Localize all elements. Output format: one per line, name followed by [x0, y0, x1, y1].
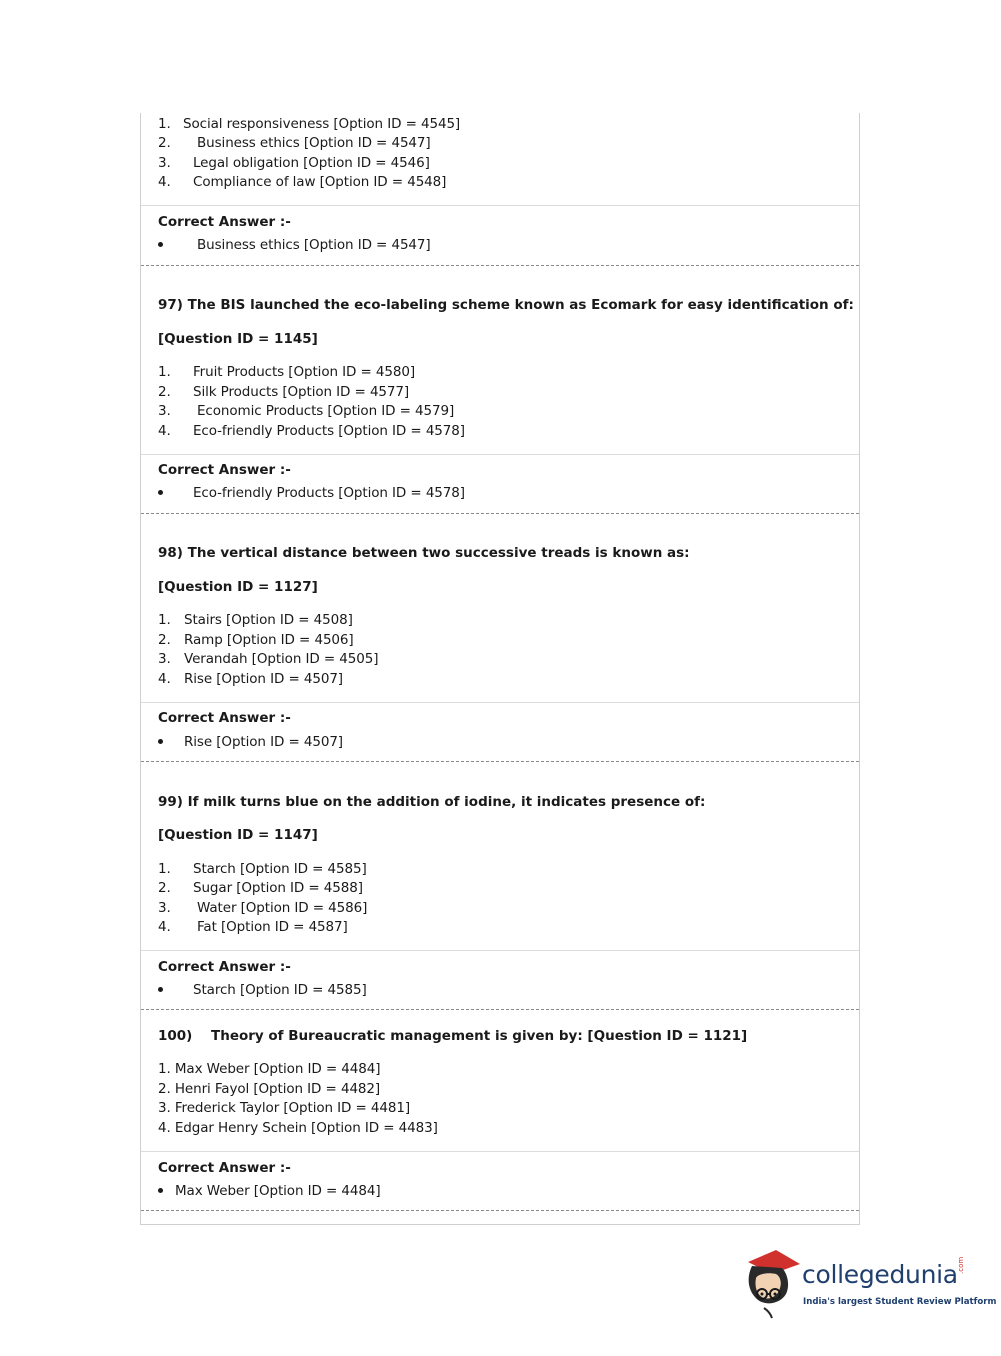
q99-question-id: [Question ID = 1147] [158, 827, 318, 843]
q96-option-1: 1. Social responsiveness [Option ID = 4545] [158, 116, 461, 132]
q100-title: 100) Theory of Bureaucratic management is given by: [Question ID = 1121] [158, 1028, 748, 1044]
brand-tagline: India's largest Student Review Platform [803, 1297, 997, 1307]
divider [141, 702, 859, 703]
q100-answer-label: Correct Answer :- [158, 1160, 291, 1176]
q98-option-2: 2. Ramp [Option ID = 4506] [158, 632, 354, 648]
question-separator [141, 761, 859, 762]
q96-answer: Business ethics [Option ID = 4547] [158, 237, 431, 253]
q98-option-3: 3. Verandah [Option ID = 4505] [158, 651, 379, 667]
q99-option-2: 2. Sugar [Option ID = 4588] [158, 880, 363, 896]
q97-option-1: 1. Fruit Products [Option ID = 4580] [158, 364, 416, 380]
q100-option-3: 3. Frederick Taylor [Option ID = 4481] [158, 1100, 411, 1116]
question-separator [141, 1210, 859, 1211]
q97-option-2: 2. Silk Products [Option ID = 4577] [158, 384, 410, 400]
divider [141, 205, 859, 206]
q100-option-4: 4. Edgar Henry Schein [Option ID = 4483] [158, 1120, 438, 1136]
bullet-icon [158, 490, 163, 495]
brand-name: collegedunia [802, 1260, 958, 1289]
q96-answer-label: Correct Answer :- [158, 214, 291, 230]
q100-option-2: 2. Henri Fayol [Option ID = 4482] [158, 1081, 381, 1097]
q98-title: 98) The vertical distance between two successive treads is known as: [158, 545, 690, 561]
divider [141, 950, 859, 951]
q97-title: 97) The BIS launched the eco-labeling scheme known as Ecomark for easy identification of: [158, 297, 854, 313]
question-separator [141, 513, 859, 514]
q99-option-3: 3. Water [Option ID = 4586] [158, 900, 368, 916]
q97-option-3: 3. Economic Products [Option ID = 4579] [158, 403, 455, 419]
brand-suffix: .com [957, 1256, 965, 1274]
bullet-icon [158, 1188, 163, 1193]
q96-option-4: 4. Compliance of law [Option ID = 4548] [158, 174, 447, 190]
q96-option-3: 3. Legal obligation [Option ID = 4546] [158, 155, 430, 171]
q99-option-1: 1. Starch [Option ID = 4585] [158, 861, 367, 877]
q100-answer: Max Weber [Option ID = 4484] [158, 1183, 381, 1199]
q97-answer-label: Correct Answer :- [158, 462, 291, 478]
q98-question-id: [Question ID = 1127] [158, 579, 318, 595]
q99-answer-label: Correct Answer :- [158, 959, 291, 975]
q98-answer-label: Correct Answer :- [158, 710, 291, 726]
bullet-icon [158, 242, 163, 247]
question-separator [141, 265, 859, 266]
q98-option-4: 4. Rise [Option ID = 4507] [158, 671, 343, 687]
q99-title: 99) If milk turns blue on the addition of iodine, it indicates presence of: [158, 794, 706, 810]
q96-option-2: 2. Business ethics [Option ID = 4547] [158, 135, 431, 151]
bullet-icon [158, 987, 163, 992]
bullet-icon [158, 739, 163, 744]
divider [141, 1151, 859, 1152]
q97-question-id: [Question ID = 1145] [158, 331, 318, 347]
q97-answer: Eco-friendly Products [Option ID = 4578] [158, 485, 465, 501]
q100-option-1: 1. Max Weber [Option ID = 4484] [158, 1061, 381, 1077]
q97-option-4: 4. Eco-friendly Products [Option ID = 4578] [158, 423, 465, 439]
divider [141, 454, 859, 455]
question-separator [141, 1009, 859, 1010]
question-paper [140, 113, 860, 1225]
q99-option-4: 4. Fat [Option ID = 4587] [158, 919, 348, 935]
q99-answer: Starch [Option ID = 4585] [158, 982, 367, 998]
q98-answer: Rise [Option ID = 4507] [158, 734, 343, 750]
q98-option-1: 1. Stairs [Option ID = 4508] [158, 612, 353, 628]
mascot-logo-icon [742, 1248, 802, 1320]
